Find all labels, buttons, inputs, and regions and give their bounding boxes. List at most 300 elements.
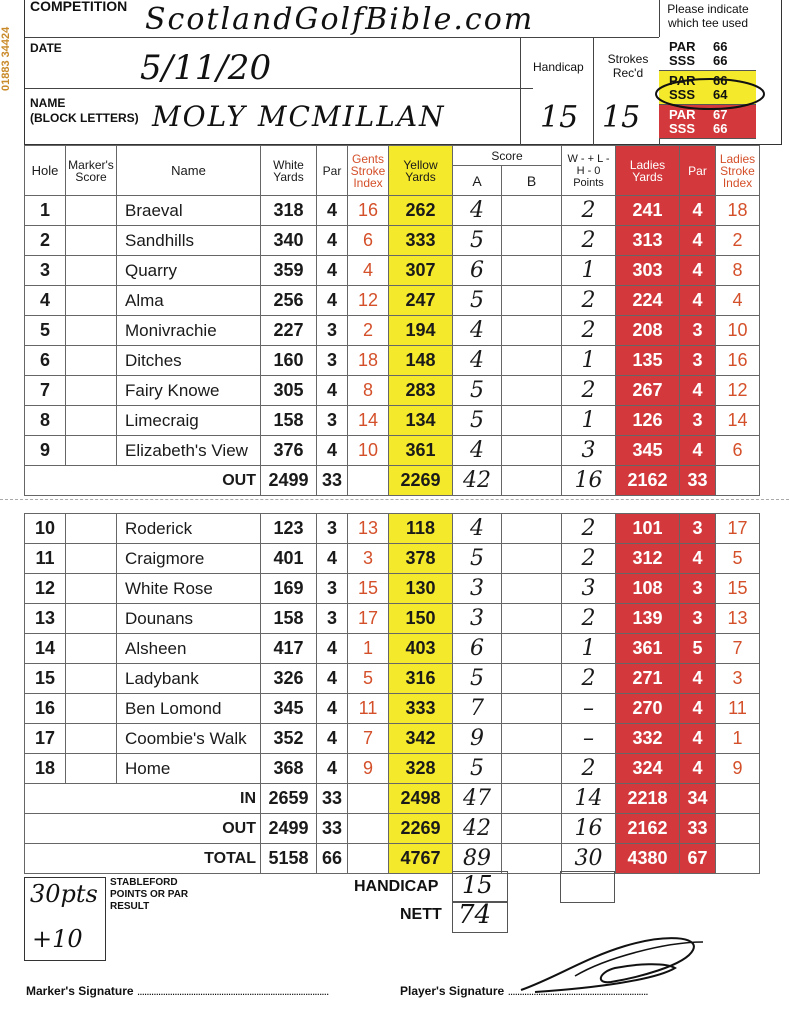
perforation-line (0, 499, 789, 502)
date-label: DATE (30, 41, 62, 55)
total-ladies-par: 34 (680, 784, 716, 814)
white-yards: 158 (261, 406, 317, 436)
ladies-par: 4 (680, 544, 716, 574)
ladies-yards: 208 (616, 316, 680, 346)
stableford-points[interactable]: – (562, 724, 616, 754)
marker-score-cell[interactable] (66, 544, 117, 574)
score-a[interactable]: 4 (453, 196, 502, 226)
hole-number: 18 (25, 754, 66, 784)
ladies-stroke-index: 14 (716, 406, 760, 436)
par: 4 (317, 724, 348, 754)
total-points[interactable]: 30 (562, 844, 616, 874)
score-a[interactable]: 5 (453, 376, 502, 406)
hole-name: Ditches (117, 346, 261, 376)
gents-stroke-index: 8 (348, 376, 389, 406)
handicap-value[interactable]: 15 (540, 100, 579, 135)
score-a[interactable]: 7 (453, 694, 502, 724)
ladies-yards: 271 (616, 664, 680, 694)
total-ladies-yards: 4380 (616, 844, 680, 874)
nett-value[interactable]: 74 (458, 900, 492, 930)
score-a[interactable]: 5 (453, 544, 502, 574)
ladies-yards: 139 (616, 604, 680, 634)
hole-name: Home (117, 754, 261, 784)
score-b[interactable] (502, 316, 562, 346)
strokes-value[interactable]: 15 (602, 100, 641, 135)
score-b[interactable] (502, 694, 562, 724)
col-marker: Marker's Score (66, 146, 117, 196)
stableford-plus-value[interactable]: +10 (32, 925, 83, 953)
footer-points-box (560, 871, 615, 903)
marker-score-cell[interactable] (66, 196, 117, 226)
tee-option-1[interactable] (659, 37, 756, 71)
marker-score-cell[interactable] (66, 316, 117, 346)
gents-stroke-index: 3 (348, 544, 389, 574)
yellow-yards: 378 (389, 544, 453, 574)
score-b[interactable] (502, 256, 562, 286)
white-yards: 305 (261, 376, 317, 406)
hole-number: 14 (25, 634, 66, 664)
ladies-stroke-index: 18 (716, 196, 760, 226)
hole-row (25, 406, 760, 436)
score-b[interactable] (502, 664, 562, 694)
par: 4 (317, 196, 348, 226)
col-par: Par (317, 146, 348, 196)
par: 4 (317, 544, 348, 574)
hole-row (25, 514, 760, 544)
yellow-yards: 262 (389, 196, 453, 226)
par: 3 (317, 346, 348, 376)
yellow-yards: 150 (389, 604, 453, 634)
ladies-yards: 267 (616, 376, 680, 406)
white-yards: 352 (261, 724, 317, 754)
score-b[interactable] (502, 634, 562, 664)
tee-par-label: PAR (669, 73, 696, 88)
tee-par-value: 66 (713, 39, 728, 54)
marker-score-cell[interactable] (66, 226, 117, 256)
hole-name: Dounans (117, 604, 261, 634)
tee-par-label: PAR (669, 39, 696, 54)
total-points[interactable]: 16 (562, 814, 616, 844)
score-b[interactable] (502, 226, 562, 256)
score-b[interactable] (502, 604, 562, 634)
total-score[interactable]: 89 (453, 844, 502, 874)
tee-par-line (669, 40, 756, 54)
ladies-stroke-index: 3 (716, 664, 760, 694)
yellow-yards: 194 (389, 316, 453, 346)
hole-name: Quarry (117, 256, 261, 286)
stableford-points[interactable]: 2 (562, 514, 616, 544)
tee-par-value: 66 (713, 73, 728, 88)
score-b[interactable] (502, 754, 562, 784)
yellow-yards: 283 (389, 376, 453, 406)
total-ladies-yards: 2162 (616, 814, 680, 844)
total-score-b[interactable] (502, 814, 562, 844)
score-b[interactable] (502, 286, 562, 316)
hole-number: 12 (25, 574, 66, 604)
summary-row (25, 814, 760, 844)
score-b[interactable] (502, 346, 562, 376)
marker-score-cell[interactable] (66, 514, 117, 544)
yellow-yards: 134 (389, 406, 453, 436)
ladies-par: 4 (680, 196, 716, 226)
white-yards: 368 (261, 754, 317, 784)
ladies-stroke-index: 1 (716, 724, 760, 754)
stableford-points[interactable]: 2 (562, 316, 616, 346)
score-a[interactable]: 5 (453, 754, 502, 784)
hole-number: 1 (25, 196, 66, 226)
total-ladies-par: 33 (680, 814, 716, 844)
par: 3 (317, 574, 348, 604)
white-yards: 340 (261, 226, 317, 256)
ladies-par: 4 (680, 724, 716, 754)
hole-number: 11 (25, 544, 66, 574)
total-label: OUT (25, 814, 261, 844)
score-a[interactable]: 5 (453, 406, 502, 436)
hole-name: Limecraig (117, 406, 261, 436)
ladies-par: 3 (680, 514, 716, 544)
yellow-yards: 361 (389, 436, 453, 466)
stableford-points[interactable]: 2 (562, 604, 616, 634)
ladies-yards: 224 (616, 286, 680, 316)
total-ladies-si-blank (716, 466, 760, 496)
hole-name: Ladybank (117, 664, 261, 694)
ladies-yards: 332 (616, 724, 680, 754)
stableford-points[interactable]: 2 (562, 664, 616, 694)
total-points[interactable]: 16 (562, 466, 616, 496)
hole-row (25, 724, 760, 754)
white-yards: 345 (261, 694, 317, 724)
yellow-yards: 333 (389, 226, 453, 256)
ladies-yards: 303 (616, 256, 680, 286)
stableford-points[interactable]: 2 (562, 376, 616, 406)
stableford-points[interactable]: 2 (562, 226, 616, 256)
yellow-yards: 333 (389, 694, 453, 724)
hole-number: 16 (25, 694, 66, 724)
ladies-yards: 345 (616, 436, 680, 466)
ladies-stroke-index: 8 (716, 256, 760, 286)
hole-name: Coombie's Walk (117, 724, 261, 754)
white-yards: 318 (261, 196, 317, 226)
hole-name: Roderick (117, 514, 261, 544)
col-hole: Hole (25, 146, 66, 196)
total-score[interactable]: 42 (453, 466, 502, 496)
marker-signature-line[interactable]: .................................................................................. (136, 984, 329, 998)
ladies-par: 3 (680, 574, 716, 604)
competition-label: COMPETITION (30, 0, 128, 14)
score-b[interactable] (502, 196, 562, 226)
score-b[interactable] (502, 544, 562, 574)
hole-row (25, 574, 760, 604)
ladies-par: 4 (680, 664, 716, 694)
hole-row (25, 376, 760, 406)
total-ladies-par: 67 (680, 844, 716, 874)
marker-score-cell[interactable] (66, 724, 117, 754)
strokes-label-line1: Strokes (607, 52, 649, 66)
marker-score-cell[interactable] (66, 754, 117, 784)
hole-row (25, 226, 760, 256)
total-label: OUT (25, 466, 261, 496)
ladies-yards: 270 (616, 694, 680, 724)
ladies-stroke-index: 16 (716, 346, 760, 376)
ladies-stroke-index: 13 (716, 604, 760, 634)
ladies-stroke-index: 12 (716, 376, 760, 406)
hole-name: Elizabeth's View (117, 436, 261, 466)
footer-handicap-value[interactable]: 15 (462, 871, 493, 899)
white-yards: 401 (261, 544, 317, 574)
summary-row (25, 784, 760, 814)
name-label: NAME (30, 96, 66, 110)
total-ladies-si-blank (716, 814, 760, 844)
tee-sss-line (669, 54, 756, 68)
ladies-stroke-index: 6 (716, 436, 760, 466)
white-yards: 123 (261, 514, 317, 544)
gents-stroke-index: 10 (348, 436, 389, 466)
white-yards: 227 (261, 316, 317, 346)
hole-number: 7 (25, 376, 66, 406)
player-signature-line[interactable]: ............................................................ (507, 984, 648, 998)
stableford-points[interactable]: 1 (562, 406, 616, 436)
marker-score-cell[interactable] (66, 346, 117, 376)
total-white-yards: 2659 (261, 784, 317, 814)
stableford-points[interactable]: 2 (562, 286, 616, 316)
hole-number: 8 (25, 406, 66, 436)
marker-score-cell[interactable] (66, 634, 117, 664)
ladies-par: 3 (680, 406, 716, 436)
marker-score-cell[interactable] (66, 376, 117, 406)
total-par: 66 (317, 844, 348, 874)
score-a[interactable]: 9 (453, 724, 502, 754)
ladies-yards: 126 (616, 406, 680, 436)
summary-row (25, 844, 760, 874)
stableford-points[interactable]: 1 (562, 346, 616, 376)
gents-stroke-index: 4 (348, 256, 389, 286)
total-white-yards: 2499 (261, 466, 317, 496)
hole-number: 5 (25, 316, 66, 346)
col-score: Score (453, 146, 562, 166)
total-gsi-blank (348, 784, 389, 814)
score-b[interactable] (502, 376, 562, 406)
ladies-stroke-index: 7 (716, 634, 760, 664)
stableford-points[interactable]: 2 (562, 196, 616, 226)
total-score[interactable]: 47 (453, 784, 502, 814)
score-b[interactable] (502, 514, 562, 544)
hole-row (25, 436, 760, 466)
ladies-yards: 361 (616, 634, 680, 664)
white-yards: 160 (261, 346, 317, 376)
score-a[interactable]: 4 (453, 316, 502, 346)
ladies-par: 4 (680, 376, 716, 406)
par: 4 (317, 754, 348, 784)
gents-stroke-index: 12 (348, 286, 389, 316)
marker-score-cell[interactable] (66, 436, 117, 466)
tee-sss-line (669, 122, 756, 136)
footer-handicap-label: HANDICAP (354, 878, 439, 895)
par: 4 (317, 436, 348, 466)
ladies-yards: 101 (616, 514, 680, 544)
gents-stroke-index: 6 (348, 226, 389, 256)
hole-number: 15 (25, 664, 66, 694)
ladies-par: 4 (680, 694, 716, 724)
ladies-par: 4 (680, 754, 716, 784)
ladies-stroke-index: 11 (716, 694, 760, 724)
ladies-stroke-index: 4 (716, 286, 760, 316)
score-b[interactable] (502, 436, 562, 466)
strokes-label-line2: Rec'd (612, 66, 644, 80)
par: 4 (317, 664, 348, 694)
ladies-par: 4 (680, 436, 716, 466)
total-ladies-yards: 2162 (616, 466, 680, 496)
score-a[interactable]: 5 (453, 286, 502, 316)
col-name: Name (117, 146, 261, 196)
ladies-stroke-index: 2 (716, 226, 760, 256)
tee-sss-value: 66 (713, 121, 728, 136)
white-yards: 326 (261, 664, 317, 694)
white-yards: 256 (261, 286, 317, 316)
marker-score-cell[interactable] (66, 664, 117, 694)
hole-name: Sandhills (117, 226, 261, 256)
par: 4 (317, 694, 348, 724)
score-a[interactable]: 3 (453, 574, 502, 604)
total-label: TOTAL (25, 844, 261, 874)
yellow-yards: 307 (389, 256, 453, 286)
ladies-stroke-index: 5 (716, 544, 760, 574)
total-par: 33 (317, 466, 348, 496)
gents-stroke-index: 2 (348, 316, 389, 346)
name-label-block: (BLOCK LETTERS) (30, 111, 139, 125)
tee-circle-mark (652, 74, 768, 114)
score-a[interactable]: 6 (453, 256, 502, 286)
total-par: 33 (317, 814, 348, 844)
hole-number: 2 (25, 226, 66, 256)
stableford-points[interactable]: 3 (562, 436, 616, 466)
ladies-stroke-index: 15 (716, 574, 760, 604)
total-score-b[interactable] (502, 466, 562, 496)
stableford-points-value[interactable]: 30pts (30, 880, 98, 908)
white-yards: 376 (261, 436, 317, 466)
player-name-value[interactable]: MOLY MCMILLAN (152, 100, 446, 133)
marker-score-cell[interactable] (66, 256, 117, 286)
hole-number: 9 (25, 436, 66, 466)
total-points[interactable]: 14 (562, 784, 616, 814)
par: 3 (317, 514, 348, 544)
par: 3 (317, 316, 348, 346)
score-b[interactable] (502, 574, 562, 604)
score-a[interactable]: 4 (453, 436, 502, 466)
tee-sss-label: SSS (669, 53, 696, 68)
handicap-label: Handicap (533, 60, 584, 74)
tee-sss-label: SSS (669, 87, 696, 102)
hole-number: 6 (25, 346, 66, 376)
yellow-yards: 328 (389, 754, 453, 784)
score-a[interactable]: 3 (453, 604, 502, 634)
ladies-par: 5 (680, 634, 716, 664)
col-score-b: B (502, 166, 562, 196)
hole-number: 3 (25, 256, 66, 286)
par: 3 (317, 604, 348, 634)
score-a[interactable]: 6 (453, 634, 502, 664)
hole-number: 13 (25, 604, 66, 634)
par: 4 (317, 376, 348, 406)
marker-score-cell[interactable] (66, 604, 117, 634)
stableford-points[interactable]: 2 (562, 754, 616, 784)
score-a[interactable]: 4 (453, 514, 502, 544)
hole-name: Alma (117, 286, 261, 316)
tee-sss-value: 64 (713, 87, 728, 102)
yellow-yards: 316 (389, 664, 453, 694)
front-nine-table (24, 145, 760, 496)
stableford-points[interactable]: 3 (562, 574, 616, 604)
col-score-a: A (453, 166, 502, 196)
yellow-yards: 247 (389, 286, 453, 316)
stableford-points[interactable]: 1 (562, 256, 616, 286)
marker-score-cell[interactable] (66, 574, 117, 604)
marker-score-cell[interactable] (66, 286, 117, 316)
gents-stroke-index: 14 (348, 406, 389, 436)
col-gents-si: Gents Stroke Index (348, 146, 389, 196)
hole-row (25, 286, 760, 316)
total-yellow-yards: 4767 (389, 844, 453, 874)
tee-note: Please indicate which tee used (667, 2, 749, 30)
score-a[interactable]: 4 (453, 346, 502, 376)
yellow-yards: 130 (389, 574, 453, 604)
ladies-yards: 312 (616, 544, 680, 574)
ladies-stroke-index: 17 (716, 514, 760, 544)
gents-stroke-index: 1 (348, 634, 389, 664)
ladies-yards: 241 (616, 196, 680, 226)
ladies-par: 3 (680, 604, 716, 634)
score-b[interactable] (502, 406, 562, 436)
score-b[interactable] (502, 724, 562, 754)
ladies-yards: 108 (616, 574, 680, 604)
total-score-b[interactable] (502, 784, 562, 814)
hole-name: Ben Lomond (117, 694, 261, 724)
score-a[interactable]: 5 (453, 664, 502, 694)
stableford-points[interactable]: – (562, 694, 616, 724)
total-score-b[interactable] (502, 844, 562, 874)
gents-stroke-index: 16 (348, 196, 389, 226)
total-white-yards: 5158 (261, 844, 317, 874)
player-signature-text: Player's Signature (400, 984, 505, 998)
white-yards: 359 (261, 256, 317, 286)
hole-number: 10 (25, 514, 66, 544)
stableford-points[interactable]: 2 (562, 544, 616, 574)
competition-value[interactable]: ScotlandGolfBible.com (145, 2, 535, 37)
gents-stroke-index: 18 (348, 346, 389, 376)
hole-name: Monivrachie (117, 316, 261, 346)
tee-sss-label: SSS (669, 121, 696, 136)
back-nine-table (24, 513, 760, 874)
yellow-yards: 403 (389, 634, 453, 664)
total-score[interactable]: 42 (453, 814, 502, 844)
marker-score-cell[interactable] (66, 694, 117, 724)
stableford-label: STABLEFORD POINTS OR PAR RESULT (110, 877, 189, 912)
ladies-stroke-index: 9 (716, 754, 760, 784)
ladies-yards: 135 (616, 346, 680, 376)
date-value[interactable]: 5/11/20 (140, 48, 272, 88)
col-ladies-si: Ladies Stroke Index (716, 146, 760, 196)
total-ladies-par: 33 (680, 466, 716, 496)
hole-number: 4 (25, 286, 66, 316)
stableford-points[interactable]: 1 (562, 634, 616, 664)
marker-score-cell[interactable] (66, 406, 117, 436)
marker-signature-text: Marker's Signature (26, 984, 134, 998)
score-a[interactable]: 5 (453, 226, 502, 256)
hole-name: Fairy Knowe (117, 376, 261, 406)
col-yellow-yards: Yellow Yards (389, 146, 453, 196)
total-yellow-yards: 2498 (389, 784, 453, 814)
gents-stroke-index: 7 (348, 724, 389, 754)
col-ladies-par: Par (680, 146, 716, 196)
